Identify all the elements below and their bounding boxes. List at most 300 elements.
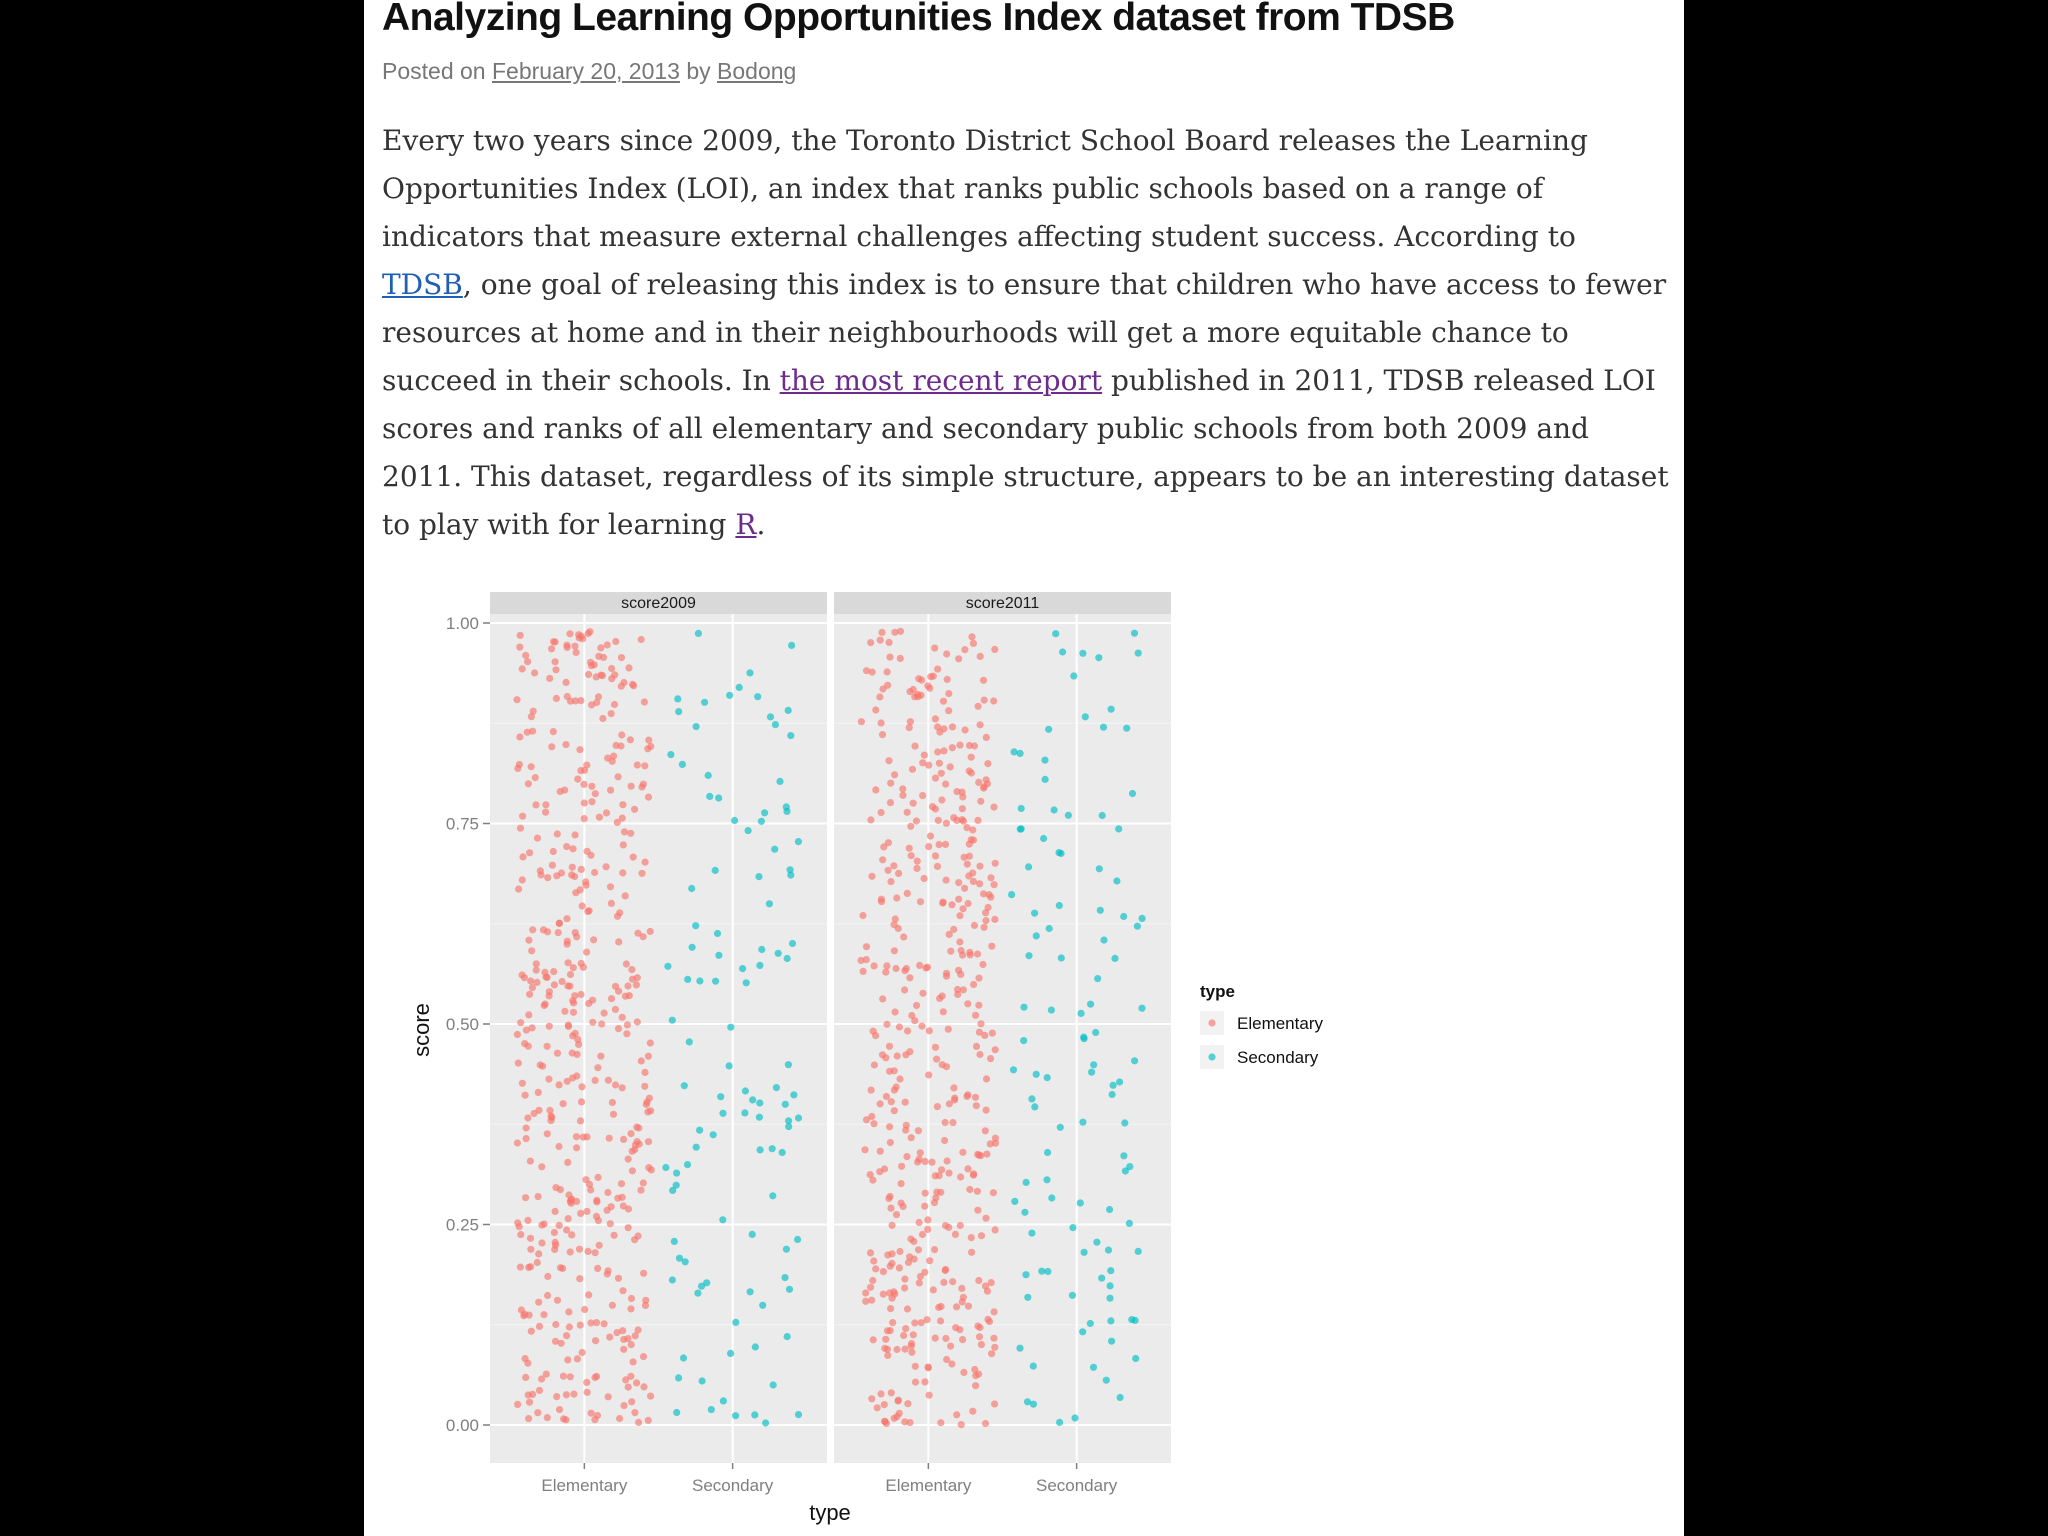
- data-point: [955, 879, 962, 886]
- data-point: [916, 1156, 923, 1163]
- data-point: [938, 1166, 945, 1173]
- data-point: [905, 1259, 912, 1266]
- data-point: [1128, 1316, 1135, 1323]
- data-point: [947, 763, 954, 770]
- data-point: [988, 943, 995, 950]
- x-tick-label: Elementary: [885, 1476, 972, 1495]
- facet-label: score2009: [621, 595, 696, 612]
- data-point: [935, 1304, 942, 1311]
- data-point: [528, 763, 535, 770]
- data-point: [897, 655, 904, 662]
- data-point: [794, 1236, 801, 1243]
- data-point: [539, 1063, 546, 1070]
- data-point: [930, 673, 937, 680]
- data-point: [1048, 1007, 1055, 1014]
- data-point: [957, 1222, 964, 1229]
- data-point: [535, 1193, 542, 1200]
- data-point: [589, 997, 596, 1004]
- data-point: [546, 992, 553, 999]
- data-point: [548, 743, 555, 750]
- data-point: [633, 1379, 640, 1386]
- data-point: [514, 1031, 521, 1038]
- data-point: [881, 1418, 888, 1425]
- author-link[interactable]: Bodong: [717, 58, 797, 84]
- data-point: [964, 1000, 971, 1007]
- data-point: [906, 974, 913, 981]
- data-point: [1093, 1239, 1100, 1246]
- data-point: [693, 723, 700, 730]
- data-point: [935, 817, 942, 824]
- data-point: [696, 1127, 703, 1134]
- data-point: [1108, 1338, 1115, 1345]
- data-point: [939, 900, 946, 907]
- data-point: [918, 1319, 925, 1326]
- data-point: [577, 1117, 584, 1124]
- data-point: [973, 1043, 980, 1050]
- data-point: [525, 1011, 532, 1018]
- data-point: [601, 1320, 608, 1327]
- data-point: [858, 718, 865, 725]
- data-point: [607, 787, 614, 794]
- data-point: [556, 1222, 563, 1229]
- data-point: [872, 1265, 879, 1272]
- r-link[interactable]: R: [735, 508, 757, 541]
- data-point: [554, 830, 561, 837]
- data-point: [1052, 630, 1059, 637]
- data-point: [944, 676, 951, 683]
- data-point: [972, 1382, 979, 1389]
- data-point: [1087, 1320, 1094, 1327]
- data-point: [1113, 877, 1120, 884]
- data-point: [574, 1355, 581, 1362]
- data-point: [548, 645, 555, 652]
- data-point: [1108, 706, 1115, 713]
- post-date-link[interactable]: February 20, 2013: [491, 58, 680, 84]
- data-point: [1126, 1220, 1133, 1227]
- data-point: [534, 1259, 541, 1266]
- data-point: [544, 1273, 551, 1280]
- data-point: [953, 1411, 960, 1418]
- data-point: [771, 846, 778, 853]
- data-point: [990, 804, 997, 811]
- data-point: [785, 707, 792, 714]
- data-point: [982, 1420, 989, 1427]
- data-point: [972, 1094, 979, 1101]
- data-point: [966, 853, 973, 860]
- data-point: [1011, 1198, 1018, 1205]
- data-point: [556, 920, 563, 927]
- data-point: [756, 962, 763, 969]
- data-point: [885, 839, 892, 846]
- data-point: [893, 1211, 900, 1218]
- data-point: [984, 1288, 991, 1295]
- data-point: [548, 1112, 555, 1119]
- data-point: [906, 688, 913, 695]
- data-point: [877, 1390, 884, 1397]
- data-point: [731, 817, 738, 824]
- data-point: [988, 1350, 995, 1357]
- data-point: [977, 1020, 984, 1027]
- data-point: [619, 1287, 626, 1294]
- data-point: [519, 813, 526, 820]
- data-point: [572, 1030, 579, 1037]
- data-point: [517, 1019, 524, 1026]
- data-point: [642, 1302, 649, 1309]
- data-point: [918, 1023, 925, 1030]
- x-axis-title: type: [809, 1500, 851, 1525]
- data-point: [568, 1231, 575, 1238]
- data-point: [597, 1053, 604, 1060]
- data-point: [1087, 1001, 1094, 1008]
- data-point: [625, 1384, 632, 1391]
- data-point: [943, 650, 950, 657]
- data-point: [983, 1107, 990, 1114]
- data-point: [932, 1172, 939, 1179]
- data-point: [1103, 1377, 1110, 1384]
- data-point: [901, 1346, 908, 1353]
- data-point: [645, 794, 652, 801]
- data-point: [1121, 1119, 1128, 1126]
- data-point: [752, 1343, 759, 1350]
- data-point: [1028, 1230, 1035, 1237]
- data-point: [1023, 1179, 1030, 1186]
- data-point: [984, 1316, 991, 1323]
- data-point: [1017, 750, 1024, 757]
- data-point: [1116, 1078, 1123, 1085]
- data-point: [956, 1326, 963, 1333]
- data-point: [630, 854, 637, 861]
- data-point: [939, 1061, 946, 1068]
- data-point: [879, 685, 886, 692]
- data-point: [1040, 835, 1047, 842]
- data-point: [987, 894, 994, 901]
- data-point: [528, 1328, 535, 1335]
- data-point: [732, 1412, 739, 1419]
- data-point: [862, 1289, 869, 1296]
- data-point: [973, 1102, 980, 1109]
- data-point: [581, 767, 588, 774]
- data-point: [892, 965, 899, 972]
- data-point: [544, 1043, 551, 1050]
- data-point: [564, 644, 571, 651]
- data-point: [517, 632, 524, 639]
- data-point: [887, 780, 894, 787]
- data-point: [1043, 1176, 1050, 1183]
- data-point: [599, 715, 606, 722]
- data-point: [528, 947, 535, 954]
- data-point: [550, 848, 557, 855]
- data-point: [891, 1087, 898, 1094]
- data-point: [910, 800, 917, 807]
- data-point: [917, 692, 924, 699]
- data-point: [966, 1186, 973, 1193]
- data-point: [958, 1421, 965, 1428]
- data-point: [615, 938, 622, 945]
- data-point: [911, 1319, 918, 1326]
- data-point: [538, 1222, 545, 1229]
- data-point: [712, 978, 719, 985]
- data-point: [947, 1343, 954, 1350]
- data-point: [965, 900, 972, 907]
- data-point: [940, 698, 947, 705]
- data-point: [628, 1398, 635, 1405]
- data-point: [515, 886, 522, 893]
- data-point: [949, 1119, 956, 1126]
- data-point: [772, 721, 779, 728]
- data-point: [620, 1136, 627, 1143]
- data-point: [879, 995, 886, 1002]
- data-point: [869, 669, 876, 676]
- data-point: [874, 1404, 881, 1411]
- data-point: [577, 1210, 584, 1217]
- data-point: [584, 1389, 591, 1396]
- data-point: [977, 721, 984, 728]
- data-point: [536, 1323, 543, 1330]
- data-point: [877, 1100, 884, 1107]
- data-point: [531, 669, 538, 676]
- data-point: [578, 960, 585, 967]
- data-point: [1106, 1295, 1113, 1302]
- data-point: [1098, 1275, 1105, 1282]
- data-point: [1092, 1029, 1099, 1036]
- data-point: [968, 1249, 975, 1256]
- data-point: [559, 978, 566, 985]
- data-point: [977, 653, 984, 660]
- data-point: [932, 775, 939, 782]
- data-point: [991, 1344, 998, 1351]
- legend-key-point: [1208, 1053, 1215, 1060]
- data-point: [872, 706, 879, 713]
- data-point: [891, 947, 898, 954]
- data-point: [701, 699, 708, 706]
- data-point: [789, 940, 796, 947]
- data-point: [524, 1217, 531, 1224]
- data-point: [945, 1026, 952, 1033]
- data-point: [961, 885, 968, 892]
- data-point: [566, 1323, 573, 1330]
- data-point: [782, 1101, 789, 1108]
- data-point: [588, 798, 595, 805]
- data-point: [684, 1161, 691, 1168]
- data-point: [924, 682, 931, 689]
- data-point: [667, 751, 674, 758]
- body-text-4: .: [756, 508, 766, 541]
- data-point: [628, 1295, 635, 1302]
- data-point: [618, 654, 625, 661]
- data-point: [601, 1010, 608, 1017]
- data-point: [922, 1190, 929, 1197]
- data-point: [525, 780, 532, 787]
- data-point: [974, 1323, 981, 1330]
- data-point: [968, 836, 975, 843]
- data-point: [931, 645, 938, 652]
- tdsb-link[interactable]: TDSB: [382, 268, 463, 301]
- data-point: [868, 873, 875, 880]
- data-point: [795, 1114, 802, 1121]
- data-point: [604, 1189, 611, 1196]
- data-point: [975, 1277, 982, 1284]
- data-point: [876, 1168, 883, 1175]
- data-point: [535, 1250, 542, 1257]
- data-point: [615, 1275, 622, 1282]
- data-point: [885, 757, 892, 764]
- data-point: [931, 1199, 938, 1206]
- data-point: [741, 1109, 748, 1116]
- data-point: [645, 1053, 652, 1060]
- data-point: [982, 909, 989, 916]
- data-point: [960, 1294, 967, 1301]
- data-point: [692, 922, 699, 929]
- data-point: [616, 1415, 623, 1422]
- data-point: [638, 636, 645, 643]
- data-point: [883, 962, 890, 969]
- data-point: [603, 809, 610, 816]
- data-point: [934, 723, 941, 730]
- data-point: [942, 1266, 949, 1273]
- data-point: [609, 1302, 616, 1309]
- data-point: [975, 975, 982, 982]
- data-point: [932, 1044, 939, 1051]
- data-point: [936, 760, 943, 767]
- data-point: [895, 870, 902, 877]
- data-point: [523, 1124, 530, 1131]
- data-point: [612, 638, 619, 645]
- data-point: [589, 1019, 596, 1026]
- data-point: [1090, 1061, 1097, 1068]
- data-point: [886, 1068, 893, 1075]
- data-point: [557, 788, 564, 795]
- data-point: [644, 745, 651, 752]
- data-point: [882, 969, 889, 976]
- data-point: [749, 1231, 756, 1238]
- data-point: [1031, 1103, 1038, 1110]
- data-point: [943, 970, 950, 977]
- data-point: [627, 1130, 634, 1137]
- data-point: [1044, 1074, 1051, 1081]
- data-point: [1069, 1292, 1076, 1299]
- data-point: [1131, 1057, 1138, 1064]
- data-point: [1030, 1363, 1037, 1370]
- panel-background: [834, 614, 1171, 1463]
- data-point: [1079, 1328, 1086, 1335]
- data-point: [788, 642, 795, 649]
- data-point: [633, 981, 640, 988]
- data-point: [919, 792, 926, 799]
- data-point: [519, 853, 526, 860]
- data-point: [546, 675, 553, 682]
- data-point: [943, 820, 950, 827]
- data-point: [581, 1306, 588, 1313]
- data-point: [614, 913, 621, 920]
- report-link[interactable]: the most recent report: [779, 364, 1103, 397]
- data-point: [913, 865, 920, 872]
- data-point: [642, 859, 649, 866]
- data-point: [1057, 1124, 1064, 1131]
- data-point: [575, 1041, 582, 1048]
- data-point: [932, 1335, 939, 1342]
- data-point: [551, 1229, 558, 1236]
- data-point: [1056, 1419, 1063, 1426]
- data-point: [1120, 1152, 1127, 1159]
- data-point: [896, 1023, 903, 1030]
- data-point: [610, 1111, 617, 1118]
- data-point: [560, 1415, 567, 1422]
- data-point: [746, 669, 753, 676]
- data-point: [533, 967, 540, 974]
- data-point: [537, 871, 544, 878]
- data-point: [762, 1419, 769, 1426]
- data-point: [698, 1283, 705, 1290]
- data-point: [680, 1354, 687, 1361]
- data-point: [565, 1215, 572, 1222]
- data-point: [635, 1124, 642, 1131]
- post-meta: [382, 58, 796, 85]
- data-point: [604, 755, 611, 762]
- data-point: [944, 1157, 951, 1164]
- data-point: [968, 769, 975, 776]
- data-point: [556, 1406, 563, 1413]
- data-point: [960, 905, 967, 912]
- data-point: [921, 1269, 928, 1276]
- data-point: [627, 1305, 634, 1312]
- data-point: [892, 915, 899, 922]
- data-point: [638, 870, 645, 877]
- data-point: [991, 916, 998, 923]
- data-point: [567, 698, 574, 705]
- data-point: [1082, 713, 1089, 720]
- data-point: [567, 971, 574, 978]
- data-point: [1077, 1199, 1084, 1206]
- data-point: [540, 1311, 547, 1318]
- data-point: [514, 1401, 521, 1408]
- data-point: [630, 1358, 637, 1365]
- data-point: [974, 1188, 981, 1195]
- data-point: [904, 890, 911, 897]
- data-point: [689, 944, 696, 951]
- data-point: [554, 1050, 561, 1057]
- data-point: [726, 1062, 733, 1069]
- data-point: [574, 776, 581, 783]
- data-point: [669, 1276, 676, 1283]
- data-point: [863, 1116, 870, 1123]
- data-point: [907, 823, 914, 830]
- data-point: [975, 703, 982, 710]
- data-point: [878, 719, 885, 726]
- data-point: [1016, 1345, 1023, 1352]
- data-point: [618, 731, 625, 738]
- data-point: [605, 1393, 612, 1400]
- data-point: [903, 1153, 910, 1160]
- legend-key-point: [1208, 1019, 1215, 1026]
- data-point: [686, 1038, 693, 1045]
- data-point: [886, 1043, 893, 1050]
- data-point: [727, 1350, 734, 1357]
- data-point: [885, 1195, 892, 1202]
- data-point: [545, 1076, 552, 1083]
- data-point: [787, 732, 794, 739]
- data-point: [925, 843, 932, 850]
- data-point: [1090, 1364, 1097, 1371]
- data-point: [958, 947, 965, 954]
- data-point: [795, 1411, 802, 1418]
- data-point: [932, 715, 939, 722]
- post-body: [382, 117, 1672, 549]
- data-point: [974, 1151, 981, 1158]
- data-point: [647, 1039, 654, 1046]
- data-point: [577, 991, 584, 998]
- data-point: [1018, 805, 1025, 812]
- data-point: [972, 1012, 979, 1019]
